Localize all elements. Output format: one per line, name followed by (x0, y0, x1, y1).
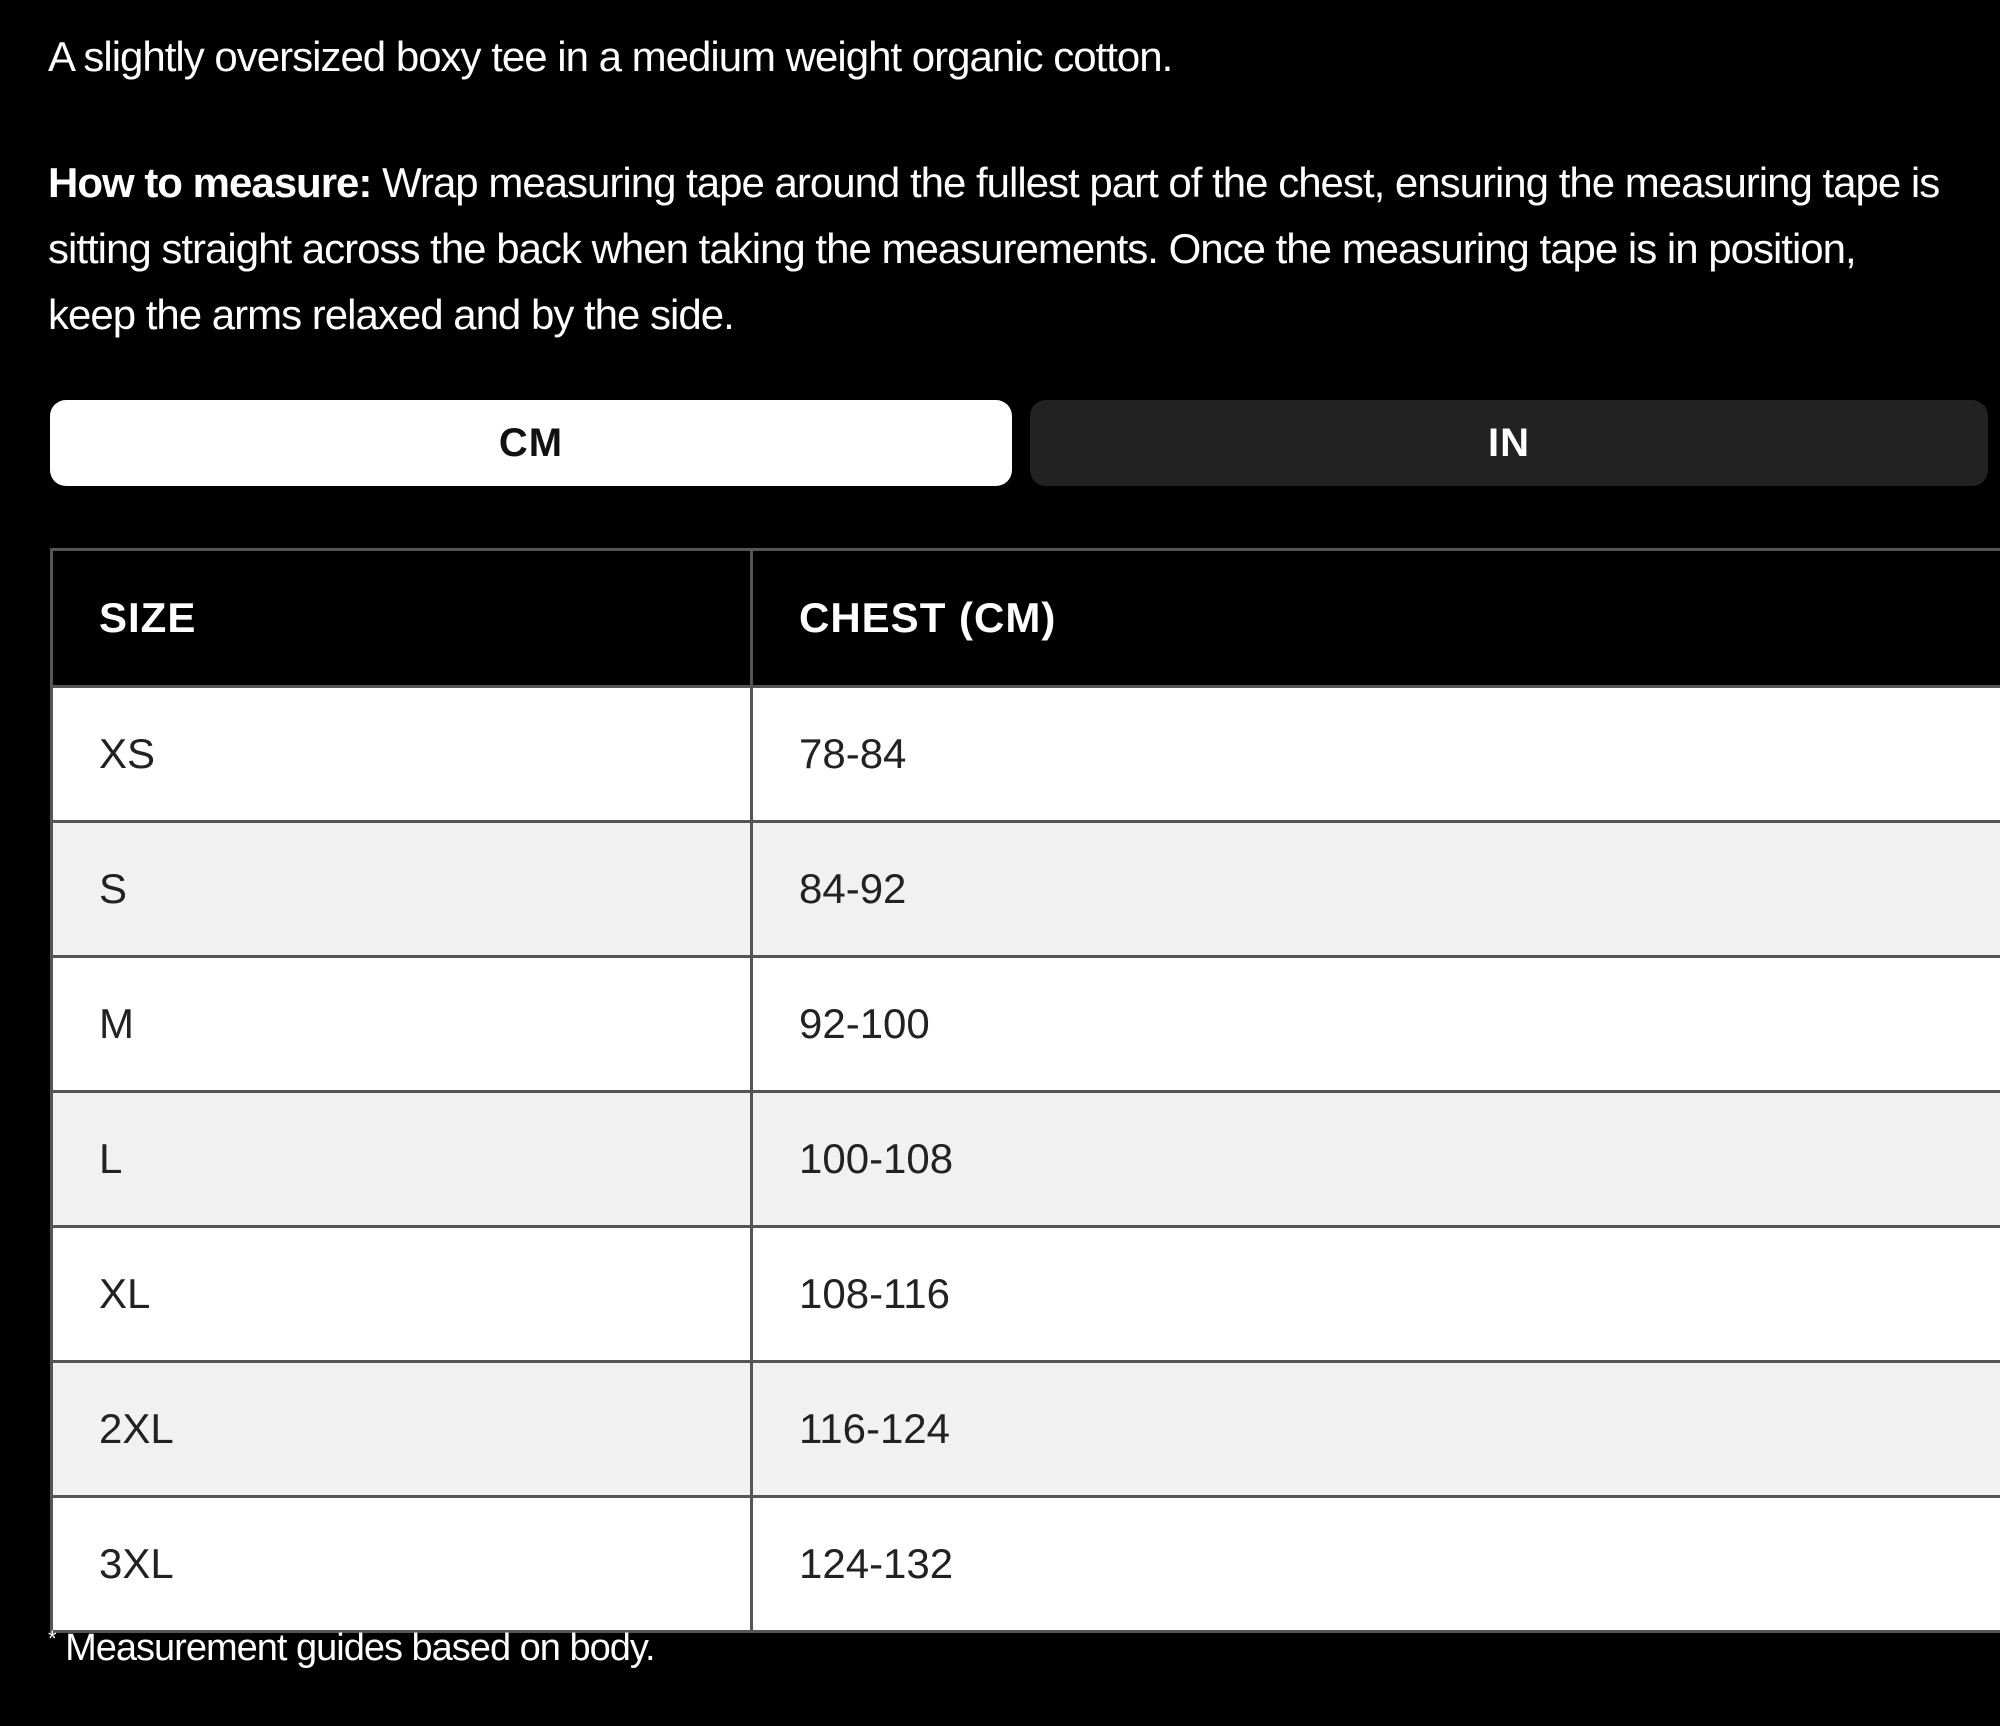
how-to-measure-label: How to measure: (48, 159, 372, 206)
size-cell: XS (52, 687, 752, 822)
table-row (52, 687, 2000, 822)
chest-cell: 78-84 (752, 687, 2000, 822)
how-to-measure-text (48, 150, 1948, 348)
footnote-marker: * (48, 1626, 56, 1651)
unit-toggle (50, 400, 1988, 486)
how-to-measure-instructions: Wrap measuring tape around the fullest part of the chest, ensuring the measuring tape is sitting straight across the back when taking the measurements. Once the measuring tape is in position, keep the arms relaxed and by the side. (48, 159, 1940, 338)
unit-cm-button[interactable]: CM (50, 400, 1012, 486)
size-cell: M (52, 957, 752, 1092)
chest-cell: 116-124 (752, 1362, 2000, 1497)
size-cell: L (52, 1092, 752, 1227)
table-row (52, 1497, 2000, 1632)
table-header-row (52, 550, 2000, 687)
footnote-text: Measurement guides based on body. (55, 1627, 655, 1669)
chest-column-header: CHEST (CM) (752, 550, 2000, 687)
size-chart-table (50, 548, 2000, 1633)
table-row (52, 822, 2000, 957)
table-row (52, 1092, 2000, 1227)
size-cell: 2XL (52, 1362, 752, 1497)
size-cell: S (52, 822, 752, 957)
chest-cell: 108-116 (752, 1227, 2000, 1362)
size-cell: 3XL (52, 1497, 752, 1632)
size-cell: XL (52, 1227, 752, 1362)
unit-in-button[interactable]: IN (1030, 400, 1988, 486)
product-description: A slightly oversized boxy tee in a medium weight organic cotton. (48, 33, 1173, 80)
table-row (52, 1227, 2000, 1362)
table-row (52, 1362, 2000, 1497)
size-column-header: SIZE (52, 550, 752, 687)
table-row (52, 957, 2000, 1092)
chest-cell: 84-92 (752, 822, 2000, 957)
measurement-footnote (48, 1626, 655, 1670)
chest-cell: 100-108 (752, 1092, 2000, 1227)
chest-cell: 92-100 (752, 957, 2000, 1092)
chest-cell: 124-132 (752, 1497, 2000, 1632)
